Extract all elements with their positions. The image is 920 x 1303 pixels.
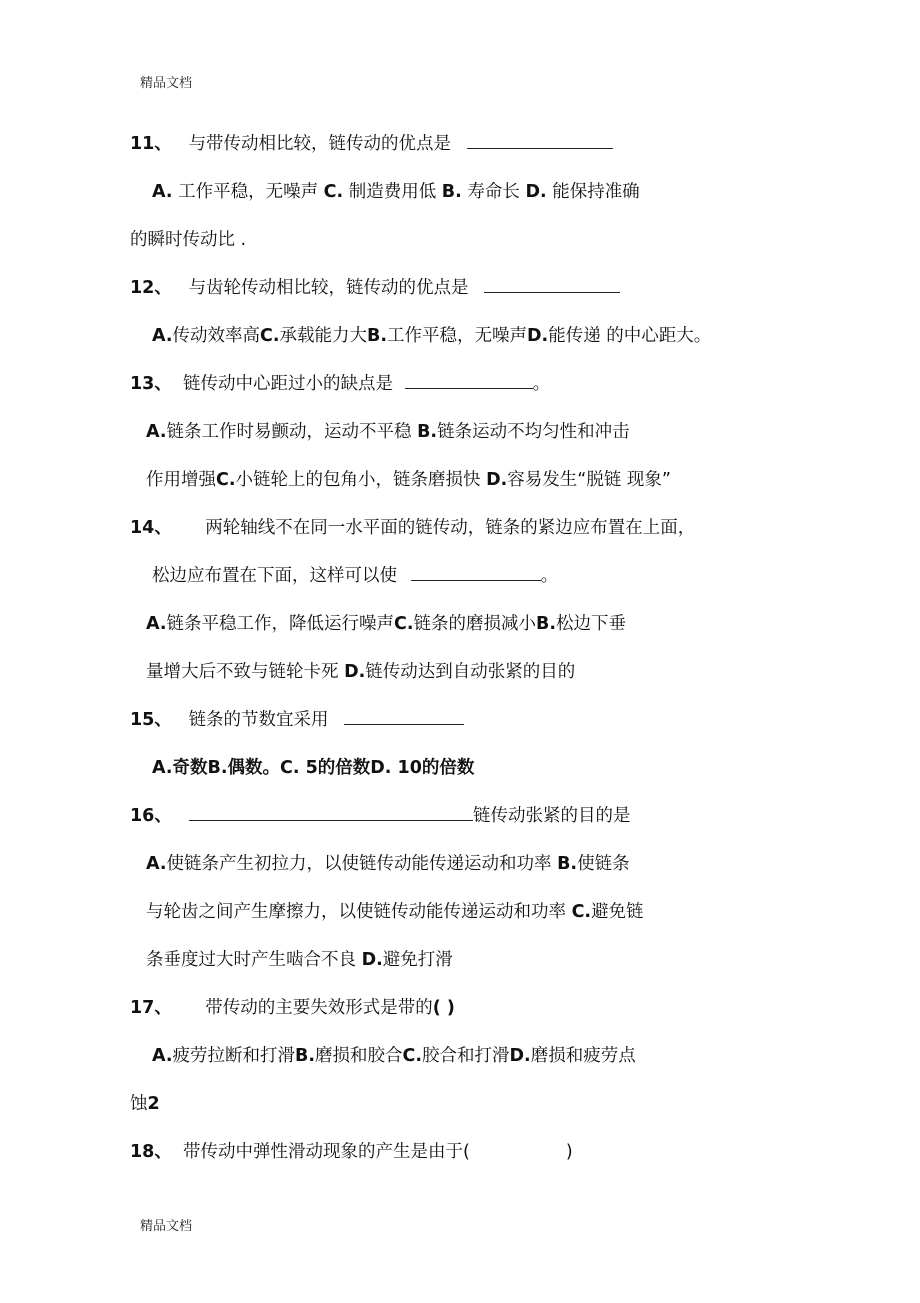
- option-a-text: 工作平稳，无噪声: [172, 182, 324, 202]
- question-number: 16、: [130, 806, 172, 826]
- option-d-text: 避免打滑: [382, 950, 453, 970]
- option-a-key: A.: [152, 1046, 173, 1066]
- question-text: 与带传动相比较，链传动的优点是: [188, 134, 452, 154]
- option-b-continued: 与轮齿之间产生摩擦力，以使链传动能传递运动和功率: [146, 902, 572, 922]
- option-b-key: B.: [441, 182, 462, 202]
- option-b-text: 工作平稳，无噪声: [387, 326, 528, 346]
- option-c-key: C.: [216, 470, 236, 490]
- question-16-options-line-2: [146, 900, 644, 924]
- option-b-text: 寿命长: [461, 182, 526, 202]
- question-text: 两轮轴线不在同一水平面的链传动，链条的紧边应布置在上面，: [205, 518, 696, 538]
- option-a-text: 疲劳拉断和打滑: [172, 1046, 296, 1066]
- answer-paren-open[interactable]: (: [463, 1142, 470, 1162]
- option-a-key: A.: [152, 326, 173, 346]
- answer-blank[interactable]: [405, 372, 533, 389]
- option-c-text: 小链轮上的包角小，链条磨损快: [235, 470, 487, 490]
- option-d-key: D.: [525, 182, 547, 202]
- option-c-key: C.: [394, 614, 414, 634]
- option-b-text: 链条运动不均匀性和冲击: [437, 422, 630, 442]
- answer-paren-close: ): [565, 1142, 573, 1162]
- option-d-key: D.: [361, 950, 383, 970]
- question-18-stem: [130, 1140, 573, 1164]
- question-16-options-line-1: [146, 852, 630, 876]
- option-c-key: C.: [571, 902, 592, 922]
- option-c-key: C.: [260, 326, 280, 346]
- option-b-text: 松边下垂: [556, 614, 627, 634]
- option-b-text: 磨损和胶合: [315, 1046, 403, 1066]
- question-end-mark: 。: [532, 374, 551, 394]
- option-d-continued: 蚀: [130, 1094, 148, 1114]
- option-a-key: A.: [146, 854, 167, 874]
- question-text: 链条的节数宜采用: [188, 710, 329, 730]
- option-b-key: B.: [417, 422, 438, 442]
- question-number: 11、: [130, 134, 172, 154]
- question-16-stem: [130, 804, 631, 828]
- question-17-options-line-2: [130, 1092, 160, 1116]
- option-c-continued: 条垂度过大时产生啮合不良: [146, 950, 362, 970]
- question-text: 链传动中心距过小的缺点是: [183, 374, 393, 394]
- question-17-options-line-1: [152, 1044, 636, 1068]
- question-11-stem: [130, 132, 613, 156]
- question-13-options-line-1: [146, 420, 630, 444]
- option-a-text: 链条工作时易颤动，运动不平稳: [166, 422, 418, 442]
- question-14-stem-line-2: [152, 564, 558, 588]
- answer-blank[interactable]: [411, 564, 541, 581]
- question-11-options-line-2: 的瞬时传动比 .: [130, 230, 247, 250]
- option-a-key: A.: [152, 182, 173, 202]
- page-footer: 精品文档: [140, 1219, 193, 1234]
- option-b-key: B.: [536, 614, 557, 634]
- option-c-text: 胶合和打滑: [422, 1046, 510, 1066]
- option-b-key: B.: [295, 1046, 316, 1066]
- option-d-key: D.: [344, 662, 366, 682]
- option-c-text: 避免链: [591, 902, 644, 922]
- option-d-text: 能保持准确: [546, 182, 640, 202]
- page-header: 精品文档: [140, 76, 193, 91]
- option-d-key: D.: [509, 1046, 531, 1066]
- answer-blank[interactable]: [344, 708, 464, 725]
- option-a-key: A.: [146, 422, 167, 442]
- option-b-continued: 作用增强: [146, 470, 216, 490]
- question-number: 18、: [130, 1142, 172, 1162]
- option-b-key: B.: [367, 326, 388, 346]
- question-number: 17、: [130, 998, 172, 1018]
- question-text: 带传动的主要失效形式是带的: [205, 998, 433, 1018]
- option-c-text: 承载能力大: [279, 326, 368, 346]
- question-number: 14、: [130, 518, 172, 538]
- question-text: 链传动张紧的目的是: [473, 806, 631, 826]
- question-end-mark: 。: [540, 566, 559, 586]
- option-b-key: B.: [557, 854, 578, 874]
- option-b-continued: 量增大后不致与链轮卡死: [146, 662, 345, 682]
- question-15-options: A.奇数B.偶数。C. 5的倍数D. 10的倍数: [152, 758, 475, 778]
- question-text: 与齿轮传动相比较，链传动的优点是: [188, 278, 469, 298]
- question-13-options-line-2: [146, 468, 671, 492]
- question-12-stem: [130, 276, 620, 300]
- option-c-text: 制造费用低: [343, 182, 442, 202]
- question-number: 12、: [130, 278, 172, 298]
- answer-parentheses[interactable]: ( ): [432, 998, 455, 1018]
- option-c-text: 链条的磨损减小: [413, 614, 537, 634]
- question-15-stem: [130, 708, 464, 732]
- option-b-text: 使链条: [577, 854, 630, 874]
- answer-blank[interactable]: [189, 804, 473, 821]
- option-c-key: C.: [402, 1046, 423, 1066]
- question-14-options-line-1: [146, 612, 626, 636]
- question-14-options-line-2: [146, 660, 575, 684]
- option-a-key: A.: [146, 614, 167, 634]
- option-a-text: 传动效率高: [172, 326, 261, 346]
- question-17-stem: [130, 996, 455, 1020]
- option-d-text: 磨损和疲劳点: [530, 1046, 636, 1066]
- question-text: 带传动中弹性滑动现象的产生是由于: [183, 1142, 463, 1162]
- question-16-options-line-3: [146, 948, 453, 972]
- option-d-text: 容易发生“脱链 现象”: [507, 470, 671, 490]
- question-number: 13、: [130, 374, 172, 394]
- option-d-key: D.: [486, 470, 508, 490]
- option-c-key: C.: [323, 182, 344, 202]
- question-13-stem: [130, 372, 550, 396]
- question-number: 15、: [130, 710, 172, 730]
- option-d-key: D.: [527, 326, 549, 346]
- option-a-text: 使链条产生初拉力，以使链传动能传递运动和功率: [166, 854, 558, 874]
- answer-blank[interactable]: [467, 132, 613, 149]
- option-d-text: 链传动达到自动张紧的目的: [365, 662, 576, 682]
- option-d-text: 能传递 的中心距大。: [548, 326, 712, 346]
- question-11-options-line-1: [152, 180, 640, 204]
- page-number-artifact: 2: [147, 1094, 160, 1114]
- option-a-text: 链条平稳工作，降低运行噪声: [166, 614, 395, 634]
- answer-blank[interactable]: [484, 276, 620, 293]
- question-12-options-line-1: [152, 324, 711, 348]
- question-14-stem: [130, 516, 695, 540]
- question-text: 松边应布置在下面，这样可以使: [152, 566, 397, 586]
